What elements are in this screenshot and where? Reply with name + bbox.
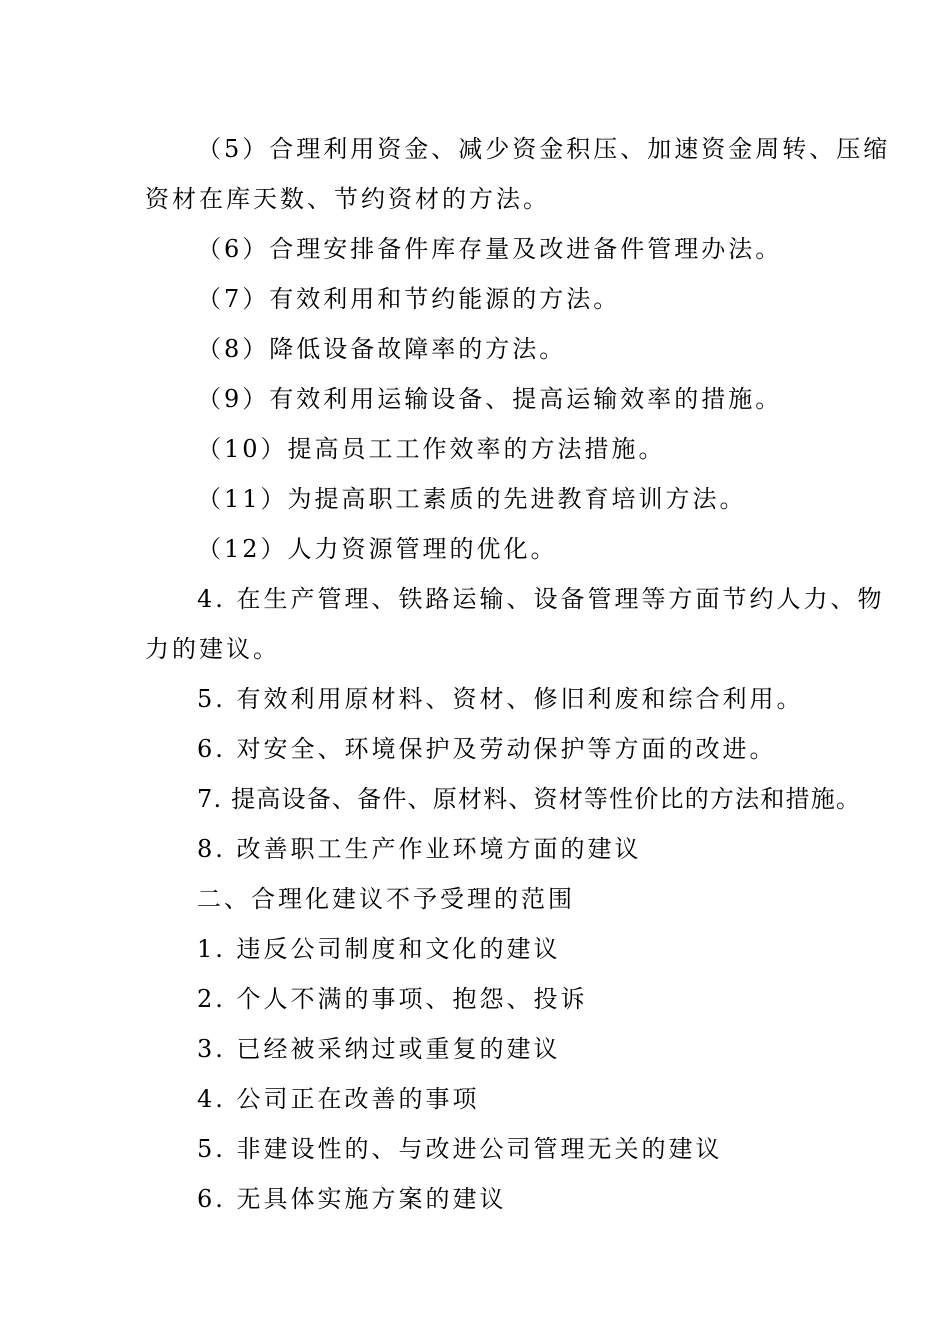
exclusion-item-6: 6. 无具体实施方案的建议 [197, 1185, 507, 1213]
exclusion-item-1: 1. 违反公司制度和文化的建议 [197, 935, 561, 963]
exclusion-item-4: 4. 公司正在改善的事项 [197, 1085, 480, 1113]
paragraph-point-8: 8. 改善职工生产作业环境方面的建议 [197, 835, 642, 863]
paragraph-point-6: 6. 对安全、环境保护及劳动保护等方面的改进。 [197, 735, 777, 763]
paragraph-item-5-line-1: （5）合理利用资金、减少资金积压、加速资金周转、压缩 [197, 135, 891, 163]
exclusion-item-5: 5. 非建设性的、与改进公司管理无关的建议 [197, 1135, 723, 1163]
paragraph-item-12: （12）人力资源管理的优化。 [197, 535, 558, 563]
paragraph-item-7: （7）有效利用和节约能源的方法。 [197, 285, 621, 313]
paragraph-item-10: （10）提高员工工作效率的方法措施。 [197, 435, 666, 463]
section-heading-two: 二、合理化建议不予受理的范围 [197, 885, 575, 913]
paragraph-point-5: 5. 有效利用原材料、资材、修旧利废和综合利用。 [197, 685, 804, 713]
paragraph-item-6: （6）合理安排备件库存量及改进备件管理办法。 [197, 235, 783, 263]
paragraph-point-4-line-2: 力的建议。 [145, 635, 280, 663]
paragraph-point-4-line-1: 4. 在生产管理、铁路运输、设备管理等方面节约人力、物 [197, 585, 885, 613]
paragraph-item-8: （8）降低设备故障率的方法。 [197, 335, 567, 363]
paragraph-point-7: 7. 提高设备、备件、原材料、资材等性价比的方法和措施。 [197, 785, 862, 813]
exclusion-item-2: 2. 个人不满的事项、抱怨、投诉 [197, 985, 588, 1013]
paragraph-item-9: （9）有效利用运输设备、提高运输效率的措施。 [197, 385, 783, 413]
exclusion-item-3: 3. 已经被采纳过或重复的建议 [197, 1035, 561, 1063]
paragraph-item-5-line-2: 资材在库天数、节约资材的方法。 [145, 185, 550, 213]
paragraph-item-11: （11）为提高职工素质的先进教育培训方法。 [197, 485, 747, 513]
